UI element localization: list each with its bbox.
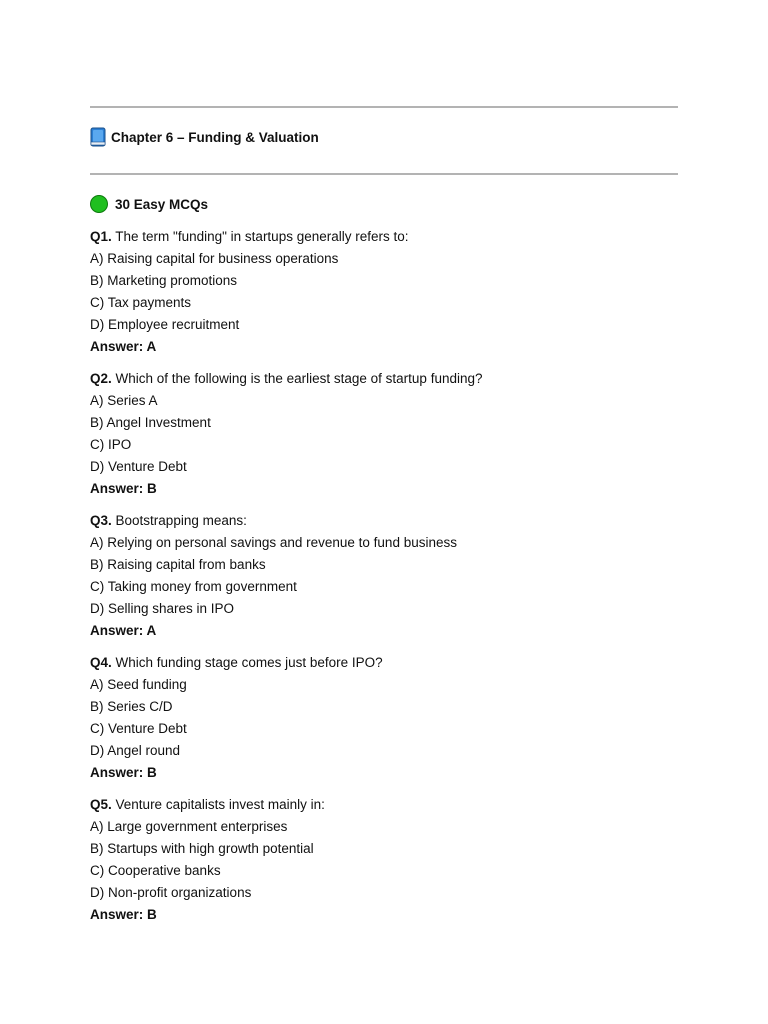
question-item [90,226,678,358]
question-text: Bootstrapping means: [115,513,247,528]
question-item [90,368,678,500]
option: A) Raising capital for business operations [90,251,339,266]
chapter-heading [90,126,319,148]
answer: Answer: A [90,623,157,638]
question-number: Q2. [90,371,112,386]
question-number: Q3. [90,513,112,528]
answer: Answer: B [90,481,157,496]
question-text: Venture capitalists invest mainly in: [115,797,325,812]
option: B) Angel Investment [90,415,211,430]
question-text: Which funding stage comes just before IPO? [115,655,383,670]
question-line [90,794,678,816]
question-text: The term "funding" in startups generally refers to: [115,229,409,244]
question-number: Q4. [90,655,112,670]
option: D) Venture Debt [90,459,187,474]
option: D) Angel round [90,743,181,758]
option: B) Raising capital from banks [90,557,266,572]
option: C) Taking money from government [90,579,297,594]
question-item [90,510,678,642]
option: B) Marketing promotions [90,273,238,288]
top-divider [90,106,678,108]
option: C) Tax payments [90,295,192,310]
option: B) Startups with high growth potential [90,841,314,856]
book-icon [90,127,106,147]
option: D) Selling shares in IPO [90,601,235,616]
chapter-title: Chapter 6 – Funding & Valuation [111,129,319,145]
option: D) Non-profit organizations [90,885,252,900]
question-number: Q1. [90,229,112,244]
option: A) Large government enterprises [90,819,288,834]
answer: Answer: B [90,765,157,780]
question-list [90,226,678,936]
question-line [90,510,678,532]
question-number: Q5. [90,797,112,812]
option: D) Employee recruitment [90,317,240,332]
option: C) Venture Debt [90,721,187,736]
option: C) Cooperative banks [90,863,221,878]
question-line [90,652,678,674]
bottom-divider [90,173,678,175]
answer: Answer: B [90,907,157,922]
option: C) IPO [90,437,132,452]
question-line [90,226,678,248]
green-circle-icon [90,195,108,213]
option: A) Relying on personal savings and revenue to fund business [90,535,457,550]
question-item [90,794,678,926]
section-heading [90,193,208,215]
option: A) Seed funding [90,677,187,692]
question-text: Which of the following is the earliest stage of startup funding? [115,371,483,386]
answer: Answer: A [90,339,157,354]
question-line [90,368,678,390]
section-title: 30 Easy MCQs [115,196,209,212]
question-item [90,652,678,784]
option: B) Series C/D [90,699,173,714]
option: A) Series A [90,393,158,408]
